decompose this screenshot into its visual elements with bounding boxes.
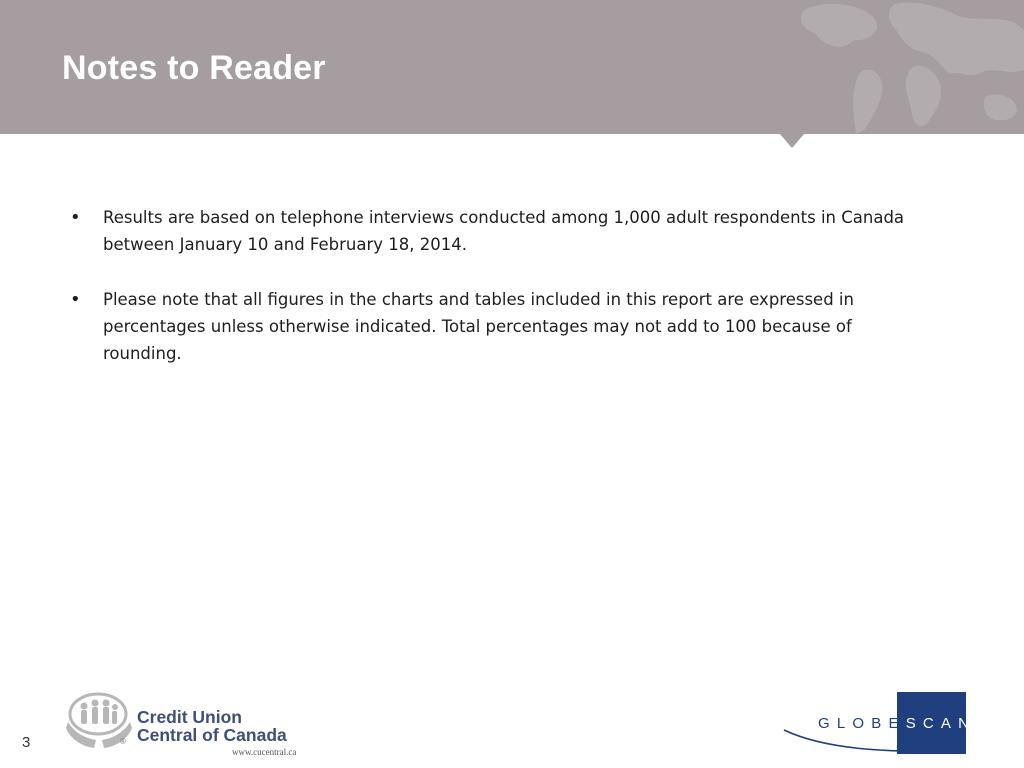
- bullet-item: [70, 286, 910, 367]
- header-band: [0, 0, 1024, 134]
- registered-mark: ®: [120, 737, 126, 746]
- page-number: 3: [22, 734, 31, 751]
- bullet-text: Please note that all figures in the charts and tables included in this report are expressed in percentages unless otherwise indicated. Total percentages may not add to 100 because of rounding.: [103, 290, 854, 363]
- cuc-logo-line2: Central of Canada: [137, 725, 287, 745]
- bullet-text: Results are based on telephone interviews conducted among 1,000 adult respondents in Canada between January 10 and February 18, 2014.: [103, 208, 905, 254]
- bullet-list: [70, 204, 910, 395]
- globescan-logo: [782, 692, 977, 756]
- bullet-dot: •: [70, 207, 81, 228]
- bullet-dot: •: [70, 289, 81, 310]
- globescan-wordmark: [818, 715, 976, 732]
- globescan-part1: GLOBE: [818, 715, 906, 732]
- cuc-emblem-icon: [64, 692, 136, 752]
- globescan-part2: SCAN: [905, 715, 977, 732]
- page-title: Notes to Reader: [62, 49, 326, 87]
- bullet-item: [70, 204, 910, 258]
- world-map-icon: [764, 0, 1024, 134]
- cuc-logo-line1: Credit Union: [137, 707, 242, 727]
- header-notch: [780, 134, 804, 148]
- cuc-logo: [64, 688, 314, 760]
- cuc-url: www.cucentral.ca: [232, 747, 297, 757]
